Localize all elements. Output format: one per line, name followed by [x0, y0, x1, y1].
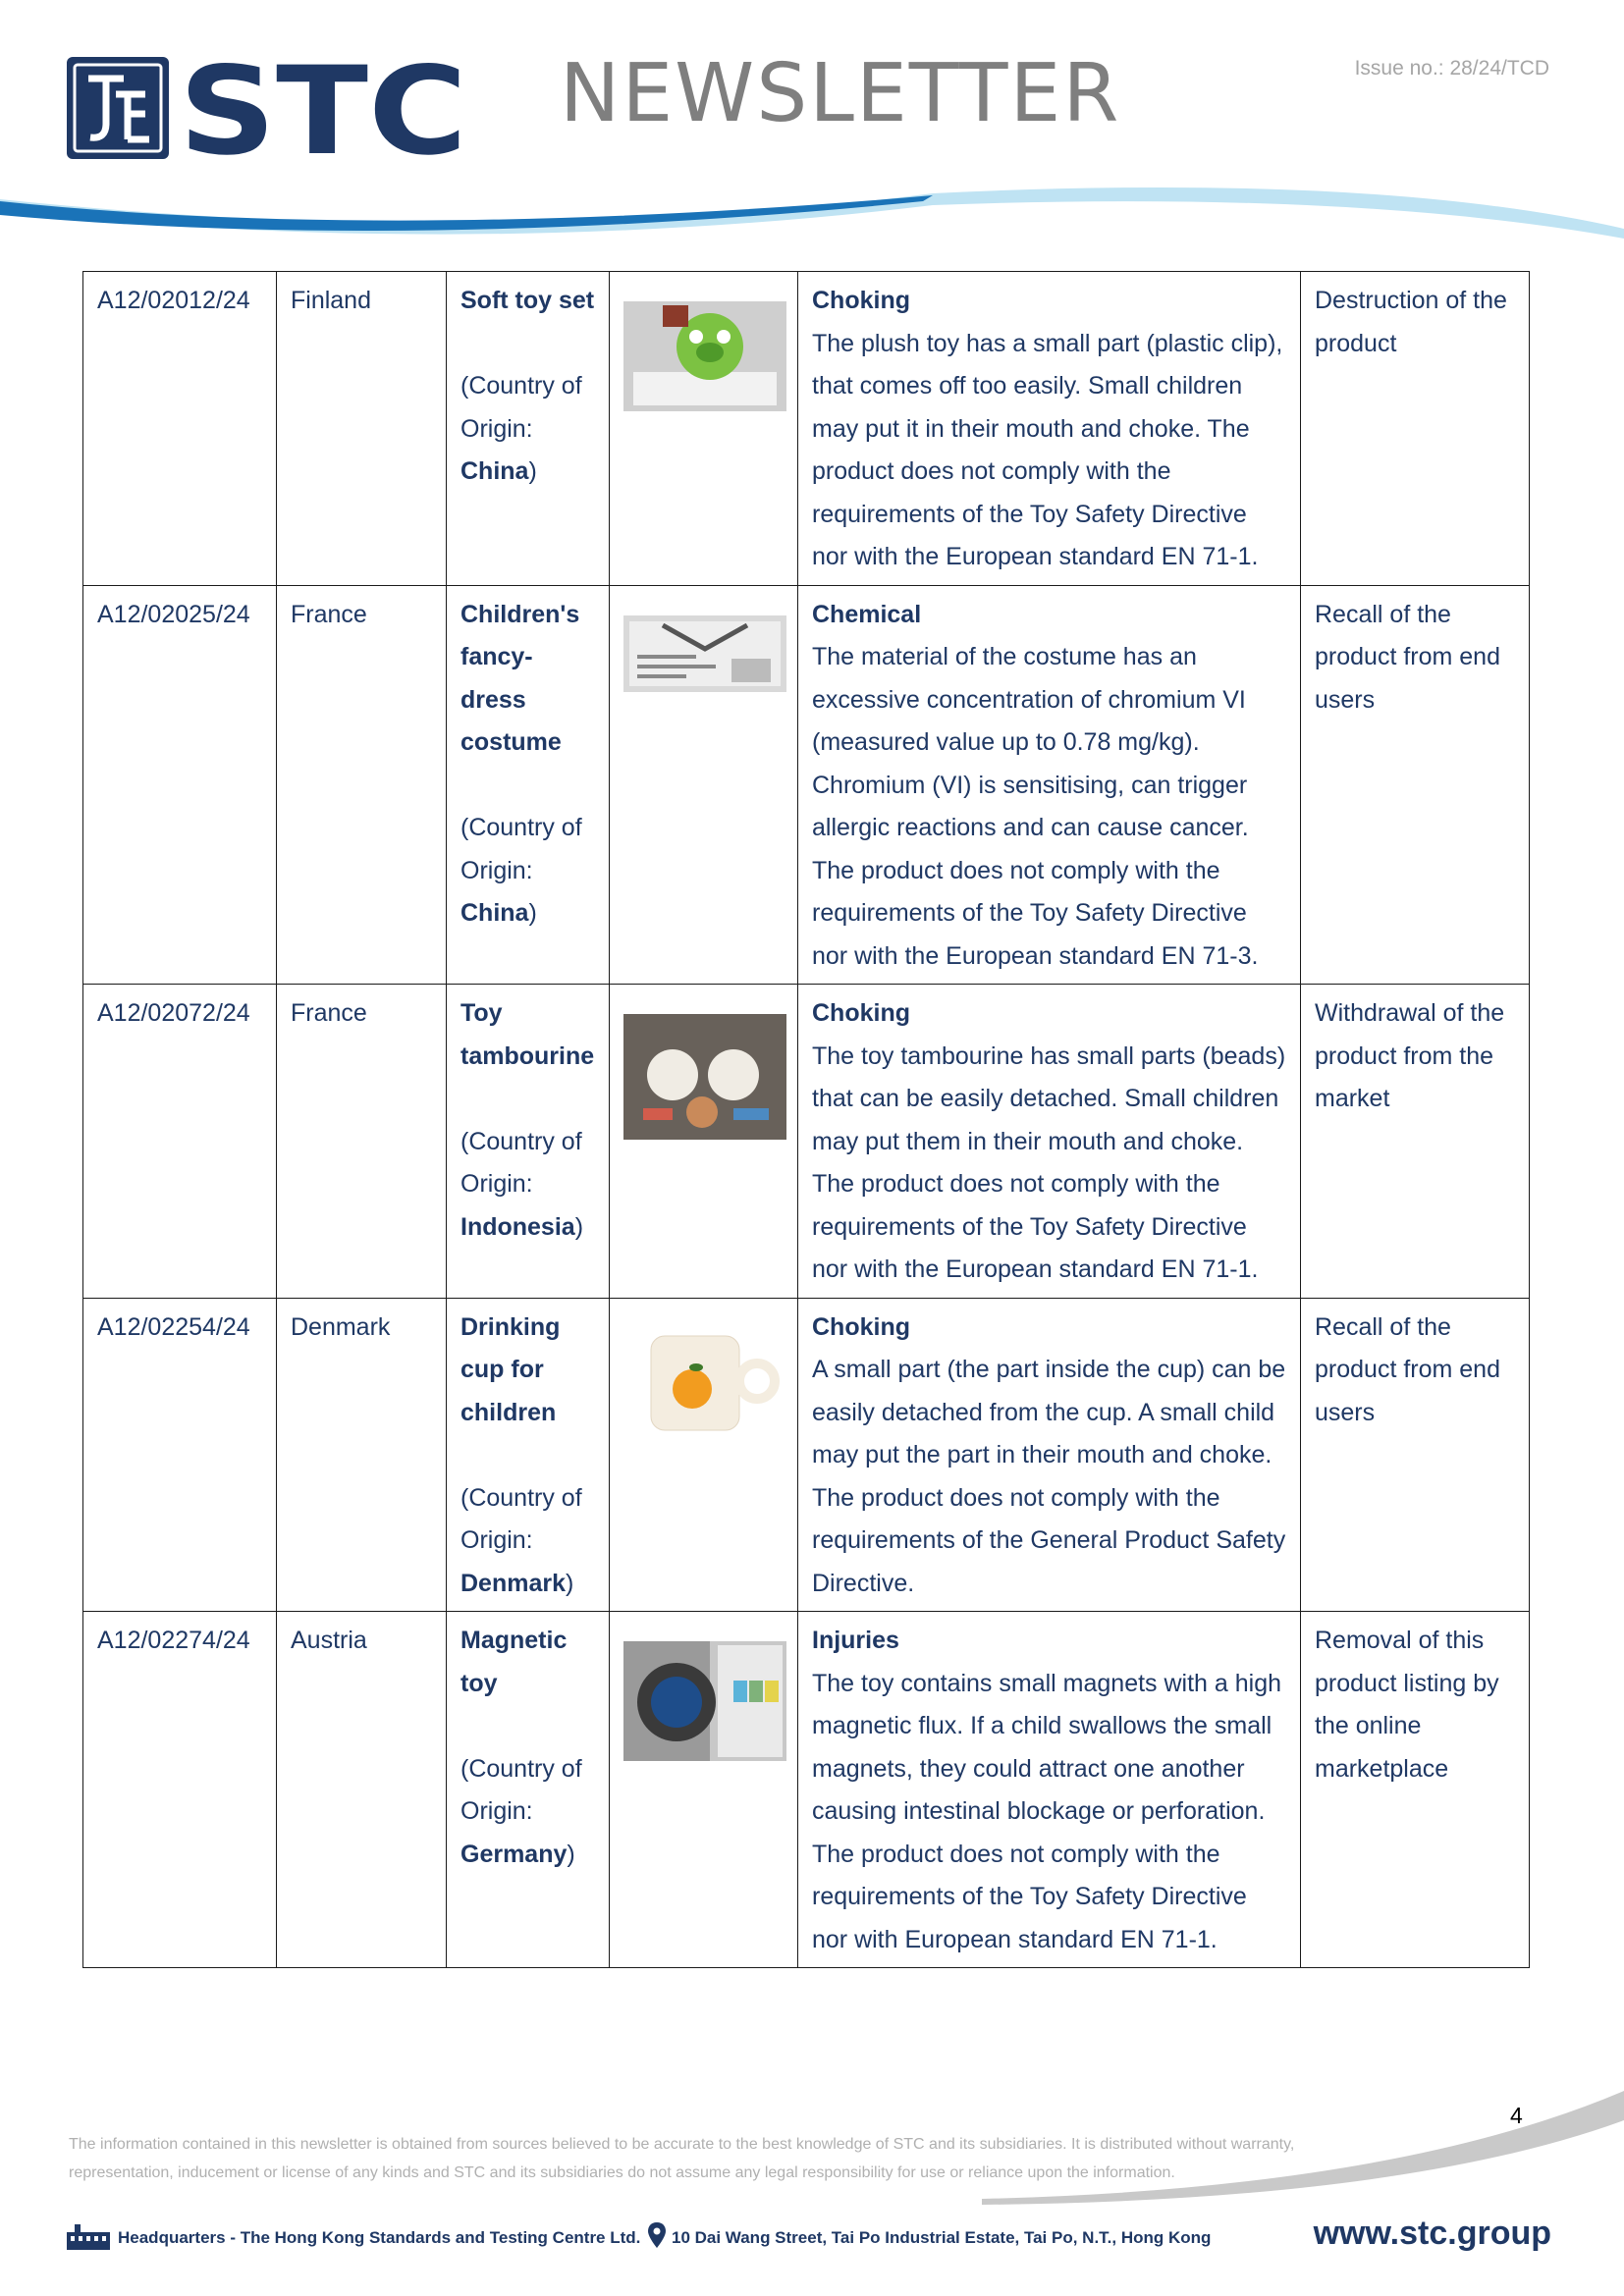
origin-line [460, 1121, 595, 1250]
magnetic-toy-photo [623, 1641, 786, 1761]
origin-label: (Country of Origin: [460, 1127, 582, 1198]
country-cell [277, 1612, 447, 1968]
reference-number: A12/02254/24 [97, 1312, 250, 1341]
table-row [83, 985, 1530, 1299]
reference-number-cell [83, 1612, 277, 1968]
reference-number-cell [83, 1298, 277, 1612]
reference-number-cell [83, 985, 277, 1299]
measure-cell [1301, 1612, 1530, 1968]
measure-taken: Recall of the product from end users [1315, 600, 1500, 714]
website-link[interactable]: www.stc.group [1313, 2215, 1551, 2252]
country: Austria [291, 1627, 367, 1654]
product-name: Children's fancy-dress costume [460, 600, 580, 756]
reference-number: A12/02274/24 [97, 1627, 250, 1654]
photo-cell [610, 985, 798, 1299]
reference-number-cell [83, 272, 277, 586]
measure-cell [1301, 1298, 1530, 1612]
country: France [291, 999, 367, 1027]
table-row [83, 272, 1530, 586]
risk-cell [798, 985, 1301, 1299]
origin-label: (Country of Origin: [460, 1754, 582, 1825]
product-name: Toy tambourine [460, 999, 595, 1070]
country: France [291, 600, 367, 628]
product-cell [447, 1612, 610, 1968]
table-row [83, 1612, 1530, 1968]
photo-cell [610, 272, 798, 586]
risk-description: The plush toy has a small part (plastic clip), that comes off too easily. Small children may put it in their mouth and choke. The product does not comply with the requirements of the Toy Safety Directive nor with the European standard EN 71-1. [812, 329, 1283, 570]
reference-number: A12/02072/24 [97, 999, 250, 1027]
location-pin-icon [648, 2222, 666, 2248]
measure-taken: Withdrawal of the product from the market [1315, 999, 1505, 1112]
measure-cell [1301, 272, 1530, 586]
measure-taken: Recall of the product from end users [1315, 1312, 1500, 1426]
stc-logo [67, 55, 469, 163]
logo-text: STC [179, 55, 467, 163]
reference-number-cell [83, 585, 277, 985]
orange-cup-photo [623, 1328, 786, 1438]
country-cell [277, 585, 447, 985]
product-cell [447, 585, 610, 985]
origin-close: ) [528, 457, 537, 485]
country-cell [277, 272, 447, 586]
reference-number: A12/02025/24 [97, 600, 250, 628]
table-row [83, 585, 1530, 985]
origin-close: ) [528, 899, 537, 927]
product-cell [447, 985, 610, 1299]
costume-package-photo [623, 615, 786, 692]
risk-cell [798, 1298, 1301, 1612]
origin-close: ) [574, 1212, 584, 1241]
measure-taken: Removal of this product listing by the online marketplace [1315, 1627, 1499, 1783]
product-name: Magnetic toy [460, 1627, 568, 1697]
origin-line [460, 807, 595, 935]
risk-description: The toy contains small magnets with a high magnetic flux. If a child swallows the small magnets, they could attract one another causing intestinal blockage or perforation. The product does not comply with the requirements of the Toy Safety Directive nor with European standard EN 71-1. [812, 1669, 1282, 1953]
origin-label: (Country of Origin: [460, 1483, 582, 1554]
risk-description: The toy tambourine has small parts (beads) that can be easily detached. Small children may put them in their mouth and choke. The product does not comply with the requirements of the Toy Safety Directive nor with the European standard EN 71-1. [812, 1041, 1286, 1283]
country-cell [277, 1298, 447, 1612]
building-icon [65, 2224, 112, 2250]
photo-cell [610, 1612, 798, 1968]
product-name: Drinking cup for children [460, 1312, 561, 1426]
green-plush-toy-photo [623, 301, 786, 411]
headquarters-text: Headquarters - The Hong Kong Standards and Testing Centre Ltd. [118, 2228, 641, 2247]
origin-label: (Country of Origin: [460, 814, 582, 884]
origin-close: ) [567, 1840, 575, 1868]
risk-description: The material of the costume has an excessive concentration of chromium VI (measured value up to 0.78 mg/kg). Chromium (VI) is sensitising, can trigger allergic reactions and can cause cancer. The product does not comply with the requirements of the Toy Safety Directive nor with the European standard EN 71-3. [812, 643, 1259, 970]
product-cell [447, 272, 610, 586]
origin-close: ) [566, 1569, 574, 1597]
origin-country: Denmark [460, 1569, 566, 1597]
origin-country: Indonesia [460, 1212, 575, 1241]
photo-cell [610, 585, 798, 985]
country-cell [277, 985, 447, 1299]
measure-cell [1301, 585, 1530, 985]
product-cell [447, 1298, 610, 1612]
reference-number: A12/02012/24 [97, 287, 250, 314]
risk-type: Choking [812, 1312, 910, 1341]
recall-table [82, 271, 1530, 1968]
origin-country: China [460, 899, 529, 927]
measure-taken: Destruction of the product [1315, 287, 1507, 357]
risk-type: Choking [812, 287, 910, 314]
issue-number: Issue no.: 28/24/TCD [1354, 57, 1549, 80]
product-name: Soft toy set [460, 287, 595, 314]
table-row [83, 1298, 1530, 1612]
country: Denmark [291, 1312, 391, 1341]
disclaimer: The information contained in this newsletter is obtained from sources believed to be accurate to the best knowledge of STC and its subsidiaries. It is distributed without warranty, representation, inducement or license of any kinds and STC and its subsidiaries do not assume any legal responsibility for use or reliance upon the information. [69, 2136, 1295, 2181]
risk-cell [798, 585, 1301, 985]
risk-description: A small part (the part inside the cup) can be easily detached from the cup. A small child may put the part in their mouth and choke. The product does not comply with the requirements of the General Product Safety Directive. [812, 1356, 1286, 1597]
origin-label: (Country of Origin: [460, 372, 582, 443]
address-text: 10 Dai Wang Street, Tai Po Industrial Estate, Tai Po, N.T., Hong Kong [672, 2228, 1212, 2247]
origin-country: Germany [460, 1840, 568, 1868]
risk-type: Choking [812, 999, 910, 1027]
page-number: 4 [1510, 2103, 1523, 2128]
origin-line [460, 365, 595, 494]
photo-cell [610, 1298, 798, 1612]
header-swoosh [0, 182, 1624, 260]
measure-cell [1301, 985, 1530, 1299]
risk-cell [798, 1612, 1301, 1968]
risk-type: Injuries [812, 1627, 899, 1654]
newsletter-title: NEWSLETTER [560, 47, 1121, 140]
origin-line [460, 1477, 595, 1606]
origin-country: China [460, 457, 529, 485]
risk-cell [798, 272, 1301, 586]
tambourine-display-photo [623, 1014, 786, 1140]
risk-type: Chemical [812, 600, 922, 628]
country: Finland [291, 287, 371, 314]
origin-line [460, 1748, 595, 1877]
